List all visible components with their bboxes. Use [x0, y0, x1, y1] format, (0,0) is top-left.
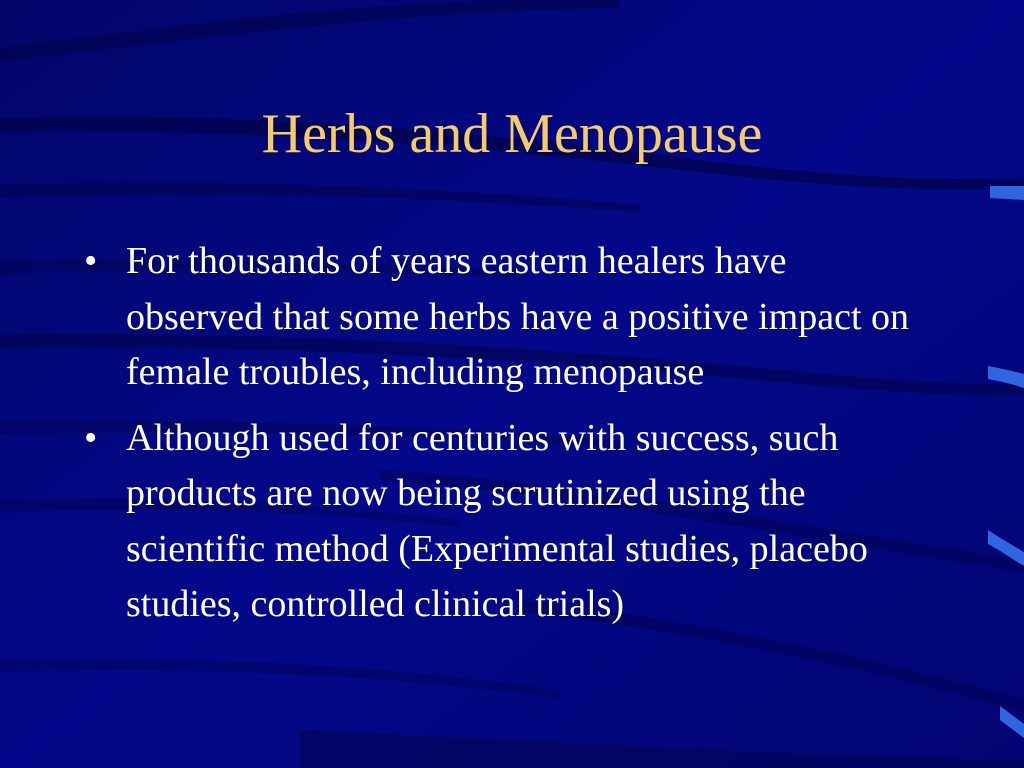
bullet-icon: •	[84, 416, 98, 459]
bullet-icon: •	[84, 240, 98, 282]
list-item	[82, 234, 932, 401]
slide-title: Herbs and Menopause	[261, 103, 763, 165]
bullet-text: For thousands of years eastern healers have observed that some herbs have a positive impact on female troubles, including menopause	[126, 240, 910, 393]
list-item	[82, 411, 932, 633]
bullet-list	[82, 234, 932, 643]
bullet-text: Although used for centuries with success, such products are now being scrutinized using the scientific method (Experimental studies, placebo studies, controlled clinical trials)	[126, 416, 868, 625]
